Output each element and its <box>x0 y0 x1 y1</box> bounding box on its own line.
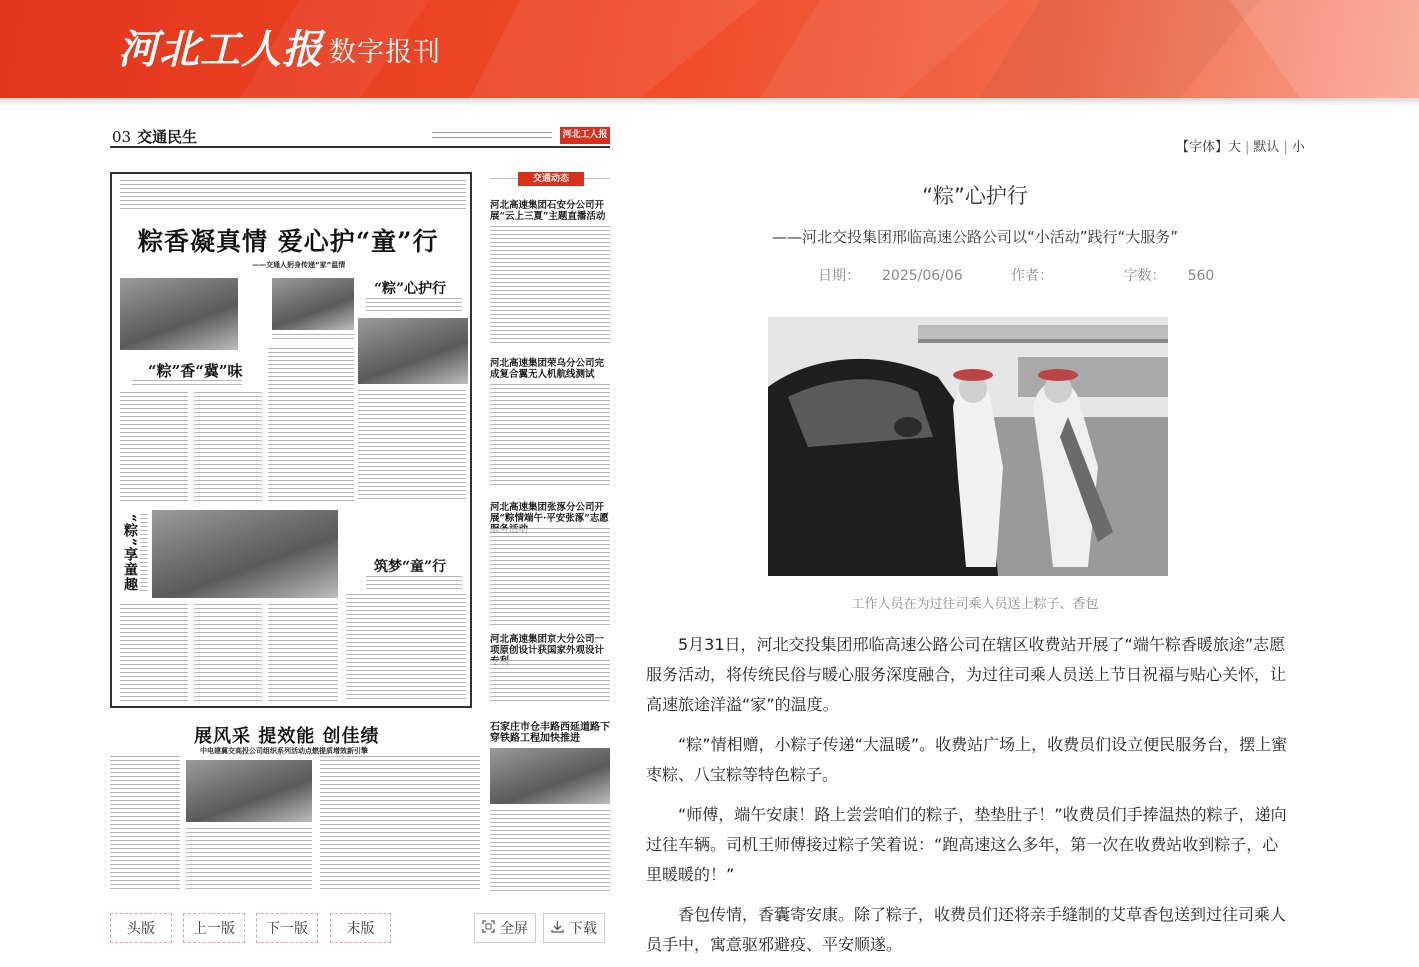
article-paragraph: “师傅，端午安康！路上尝尝咱们的粽子，垫垫肚子！”收费员们手捧温热的粽子，递向过往车辆。司机王师傅接过粽子笑着说：“跑高速这么多年，第一次在收费站收到粽子，心里暖暖的！” <box>646 805 1287 884</box>
brief-3-title: 河北高速集团张涿分公司开展“粽情端午·平安张涿”志愿 <box>490 502 609 524</box>
date-field <box>818 268 985 284</box>
lead-intro-text <box>120 180 466 212</box>
page-name: 交通民生 <box>137 128 198 146</box>
article-meta <box>818 265 1258 285</box>
site-header <box>0 0 1419 98</box>
download-button[interactable] <box>543 913 605 943</box>
bottom-right-text <box>490 810 610 892</box>
story-b-text <box>358 390 466 502</box>
font-large-option[interactable]: 大 <box>1228 140 1242 155</box>
date-label: 日期： <box>818 268 860 284</box>
font-size-label: 【字体】 <box>1176 140 1229 155</box>
header-shadow <box>0 98 1419 106</box>
article-paragraph: “粽”情相赠，小粽子传递“大温暖”。收费站广场上，收费员们设立便民服务台，摆上蜜枣粽、八宝粽等特色粽子。 <box>646 735 1288 784</box>
story-c-text-col2 <box>194 604 262 702</box>
article-body <box>646 630 1288 954</box>
story-d-subtitle-lines <box>366 576 462 590</box>
story-a-text-col1 <box>120 392 188 502</box>
page-number <box>112 126 197 147</box>
story-c-text-col1 <box>120 604 188 702</box>
separator: | <box>1283 140 1288 155</box>
column-tag: 交通动态 <box>518 172 584 186</box>
story-c-vertical-subtitle <box>140 514 148 594</box>
article-title: “粽”心护行 <box>922 184 1028 208</box>
story-a-subtitle-line <box>132 380 242 386</box>
date-value: 2025/06/06 <box>882 268 963 284</box>
word-count-label: 字数： <box>1123 268 1166 284</box>
story-b-subtitle-lines <box>366 298 462 312</box>
fullscreen-label: 全屏 <box>500 921 528 937</box>
bottom-text-col2 <box>186 828 312 892</box>
article-paragraph: 香包传情，香囊寄安康。除了粽子，收费员们还将亲手缝制的艾草香包送到过往司乘人员手中，寓意驱邪避疫、平安顺遂。 <box>646 905 1287 954</box>
story-d-text <box>346 594 466 702</box>
brief-1-title: 河北高速集团石安分公司开展“云上三夏”主题直播活动 <box>490 200 606 222</box>
story-b-title: “粽”心护行 <box>374 281 447 297</box>
photo-caption: 工作人员在为过往司乘人员送上粽子、香包 <box>851 597 1099 612</box>
fullscreen-button[interactable] <box>474 913 536 943</box>
paper-masthead-logo: 河北工人报 <box>560 127 610 144</box>
story-c-photo <box>152 510 338 598</box>
fullscreen-icon <box>482 920 495 937</box>
brief-3-text <box>490 528 610 628</box>
word-count-field <box>1124 268 1237 284</box>
download-label: 下载 <box>569 921 597 937</box>
brief-4-text <box>490 660 610 704</box>
font-default-option[interactable]: 默认 <box>1253 140 1280 155</box>
article-subtitle: ——河北交投集团邢临高速公路公司以“小活动”践行“大服务” <box>771 228 1179 246</box>
logo-main-text: 河北工人报 <box>118 26 323 73</box>
bottom-story-title: 展风采 提效能 创佳绩 <box>194 726 380 747</box>
last-page-button[interactable] <box>330 913 391 943</box>
bottom-right-title: 石家庄市仓丰路西延道路下穿铁路工程加快推进 <box>490 722 610 744</box>
first-page-label: 头版 <box>127 921 155 937</box>
article-paragraph: 5月31日，河北交投集团邢临高速公路公司在辖区收费站开展了“端午粽香暖旅途”志愿服务活动，将传统民俗与暖心服务深度融合，为过往司乘人员送上节日祝福与贴心关怀，让高速旅途洋溢“家”的温度。 <box>646 635 1287 714</box>
prev-page-label: 上一版 <box>193 921 235 937</box>
bottom-text-col3 <box>320 756 480 892</box>
page-number-value: 03 <box>112 128 132 146</box>
next-page-label: 下一版 <box>266 921 308 937</box>
separator: | <box>1245 140 1250 155</box>
word-count-value: 560 <box>1187 268 1215 284</box>
first-page-button[interactable] <box>110 913 172 943</box>
story-c-text-col3 <box>268 604 338 702</box>
last-page-label: 末版 <box>346 921 375 937</box>
story-c-vertical-title: “粽”享童趣 <box>122 514 138 593</box>
article-photo <box>768 317 1168 576</box>
photo-people-thumbs <box>120 278 238 350</box>
brief-1-text <box>490 226 610 344</box>
brief-4-title: 河北高速集团京大分公司一项原创设计获国家外观设计 <box>490 634 605 656</box>
lead-story-subtitle: ——交通人躬身传递“家”温情 <box>252 261 346 269</box>
masthead-info-lines <box>432 129 552 138</box>
logo-sub-text: 数字报刊 <box>329 37 441 68</box>
story-a-title: “粽”香“冀”味 <box>148 362 243 380</box>
newspaper-page-image[interactable] <box>110 150 610 892</box>
story-a-text-col3 <box>268 348 354 502</box>
font-small-option[interactable]: 小 <box>1291 140 1305 155</box>
story-d-title: 筑梦“童”行 <box>374 559 447 575</box>
bottom-story-subtitle: 中电建冀交高投公司组织系列活动点燃提质增效新引擎 <box>200 747 368 755</box>
news-brief-column[interactable] <box>490 172 610 708</box>
lead-story-box[interactable] <box>110 172 472 708</box>
download-icon <box>551 920 564 937</box>
author-field <box>1011 268 1097 284</box>
lead-story-title: 粽香凝真情 爱心护“童”行 <box>138 227 439 256</box>
photo-truck-thumb <box>272 278 354 330</box>
prev-page-button[interactable] <box>183 913 245 943</box>
story-b-photo <box>358 318 468 384</box>
photo-caption-lines <box>272 334 354 342</box>
author-label: 作者： <box>1011 268 1054 284</box>
paper-page-header <box>110 126 610 148</box>
article-photo-illustration <box>768 317 1168 576</box>
bottom-text-col1 <box>110 756 180 892</box>
next-page-button[interactable] <box>256 913 318 943</box>
bottom-right-photo <box>490 748 610 804</box>
site-logo[interactable] <box>118 24 441 74</box>
bottom-story-photo <box>186 760 312 822</box>
story-a-text-col2 <box>194 392 262 502</box>
brief-2-title: 河北高速集团荣乌分公司完成复合翼无人机航线测试 <box>490 358 605 380</box>
brief-2-text <box>490 384 610 488</box>
font-size-control <box>1176 136 1305 155</box>
